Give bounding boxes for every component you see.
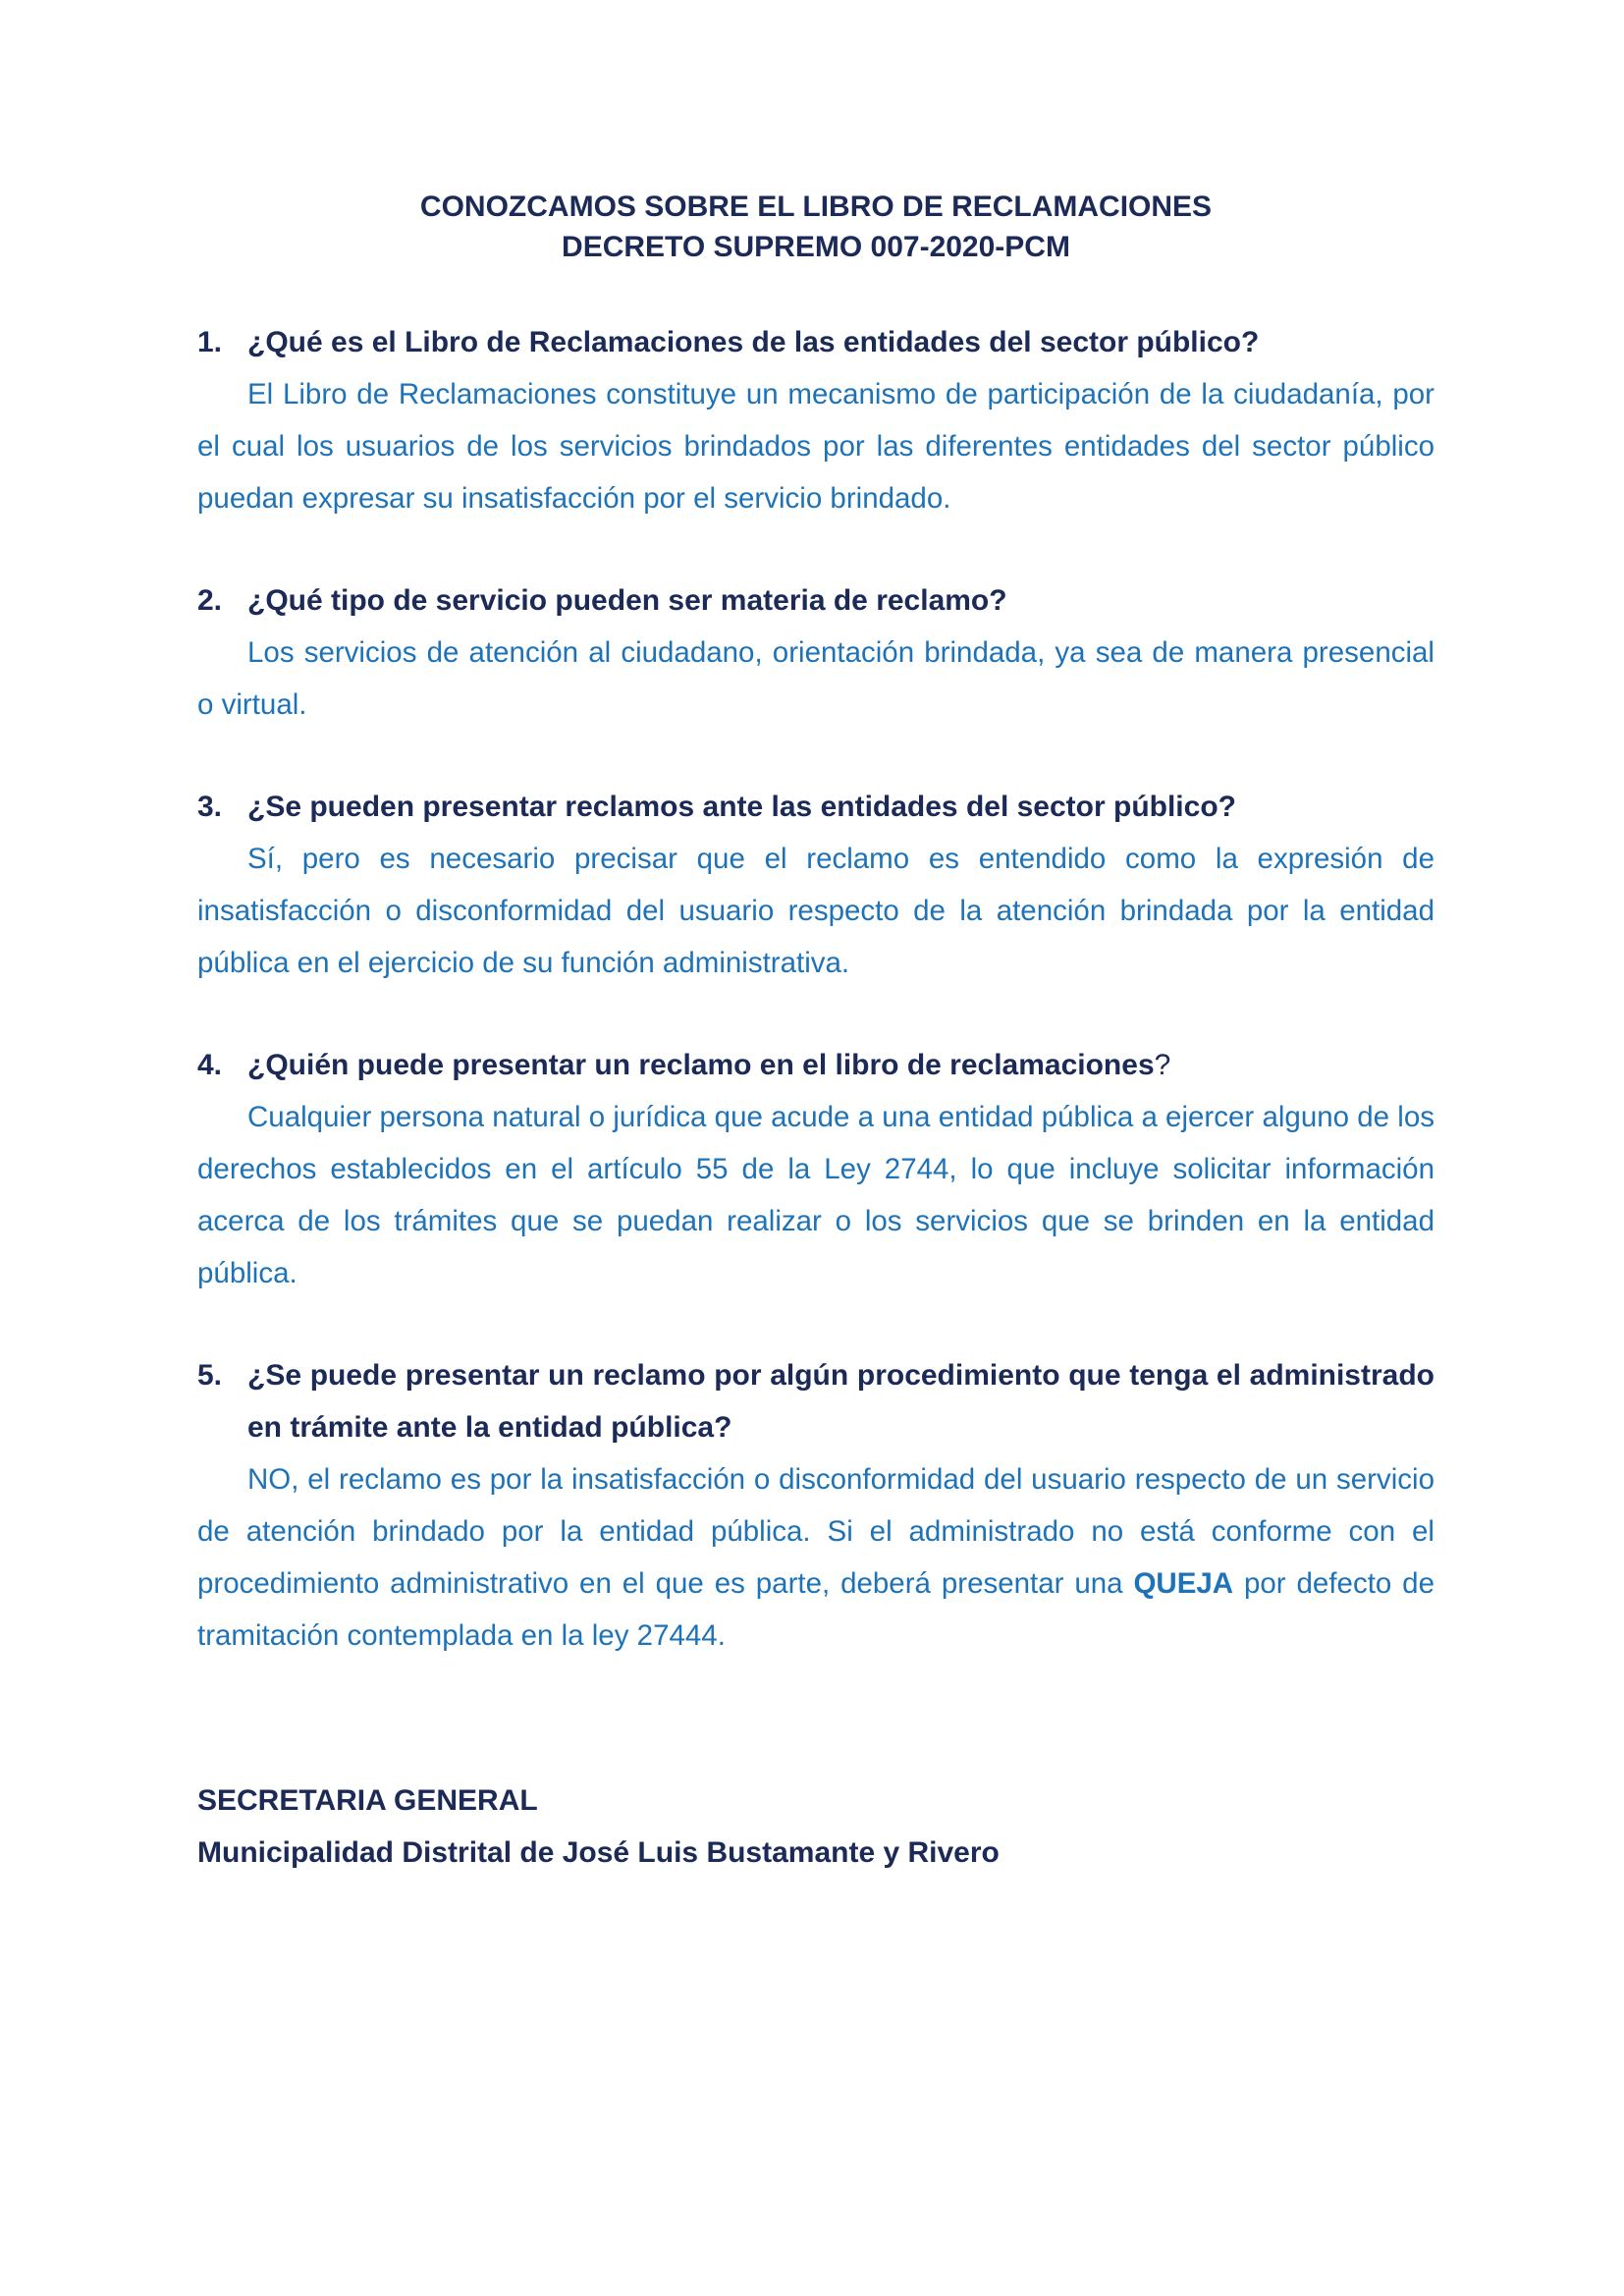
- faq-answer: Cualquier persona natural o jurídica que acude a una entidad pública a ejercer alguno de los derechos establecidos en el artículo 55 de la Ley 2744, lo que incluye solicitar información acerca de los trámites que se puedan realizar o los servicios que se brinden en la entidad pública.: [197, 1101, 1435, 1289]
- faq-item-4: [197, 1039, 1435, 1299]
- document-title: [197, 187, 1435, 267]
- faq-question: [197, 1039, 1435, 1091]
- faq-item-3: [197, 781, 1435, 989]
- faq-answer: [197, 1453, 1435, 1662]
- faq-number: 1.: [197, 326, 223, 358]
- faq-question: [197, 574, 1435, 627]
- signature-office: SECRETARIA GENERAL: [197, 1784, 538, 1817]
- faq-question-mark: ?: [1154, 1049, 1171, 1081]
- faq-question-text: ¿Qué tipo de servicio pueden ser materia de reclamo?: [247, 584, 1007, 617]
- faq-list: [197, 316, 1435, 1662]
- faq-question-text: ¿Se puede presentar un reclamo por algún procedimiento que tenga el administrado en trámite ante la entidad pública?: [247, 1359, 1435, 1444]
- signature-institution: Municipalidad Distrital de José Luis Bustamante y Rivero: [197, 1836, 1000, 1869]
- faq-item-2: [197, 574, 1435, 731]
- faq-question: [197, 1349, 1435, 1453]
- faq-question-text: ¿Qué es el Libro de Reclamaciones de las entidades del sector público?: [247, 326, 1260, 358]
- faq-number: 3.: [197, 791, 223, 823]
- document-page: [197, 187, 1435, 1879]
- faq-number: 2.: [197, 584, 223, 617]
- title-line-2: DECRETO SUPREMO 007-2020-PCM: [562, 231, 1070, 263]
- faq-question-text: ¿Quién puede presentar un reclamo en el libro de reclamaciones: [247, 1049, 1155, 1081]
- faq-number: 4.: [197, 1049, 223, 1081]
- faq-item-1: [197, 316, 1435, 524]
- faq-answer: Los servicios de atención al ciudadano, orientación brindada, ya sea de manera presencial o virtual.: [197, 636, 1435, 721]
- faq-answer: Sí, pero es necesario precisar que el reclamo es entendido como la expresión de insatisfacción o disconformidad del usuario respecto de la atención brindada por la entidad pública en el ejercicio de su función administrativa.: [197, 843, 1435, 979]
- faq-number: 5.: [197, 1359, 223, 1392]
- faq-item-5: [197, 1349, 1435, 1662]
- faq-question-text: ¿Se pueden presentar reclamos ante las entidades del sector público?: [247, 791, 1236, 823]
- answer-text-start: NO, el reclamo es por la insatisfacción o disconformidad del usuario respecto de un servicio de atención brindado por la entidad pública. Si el administrado no está conforme con el procedimiento administrativo en el que es parte, deberá presentar una: [197, 1463, 1435, 1600]
- title-line-1: CONOZCAMOS SOBRE EL LIBRO DE RECLAMACIONES: [419, 191, 1213, 223]
- faq-question: [197, 781, 1435, 833]
- faq-question: [197, 316, 1435, 368]
- faq-answer: El Libro de Reclamaciones constituye un mecanismo de participación de la ciudadanía, por el cual los usuarios de los servicios brindados por las diferentes entidades del sector público puedan expresar su insatisfacción por el servicio brindado.: [197, 378, 1435, 515]
- queja-emphasis: QUEJA: [1133, 1567, 1234, 1600]
- signature-block: [197, 1775, 1435, 1879]
- answer-text-end: por defecto de tramitación contemplada en la ley 27444.: [197, 1567, 1435, 1652]
